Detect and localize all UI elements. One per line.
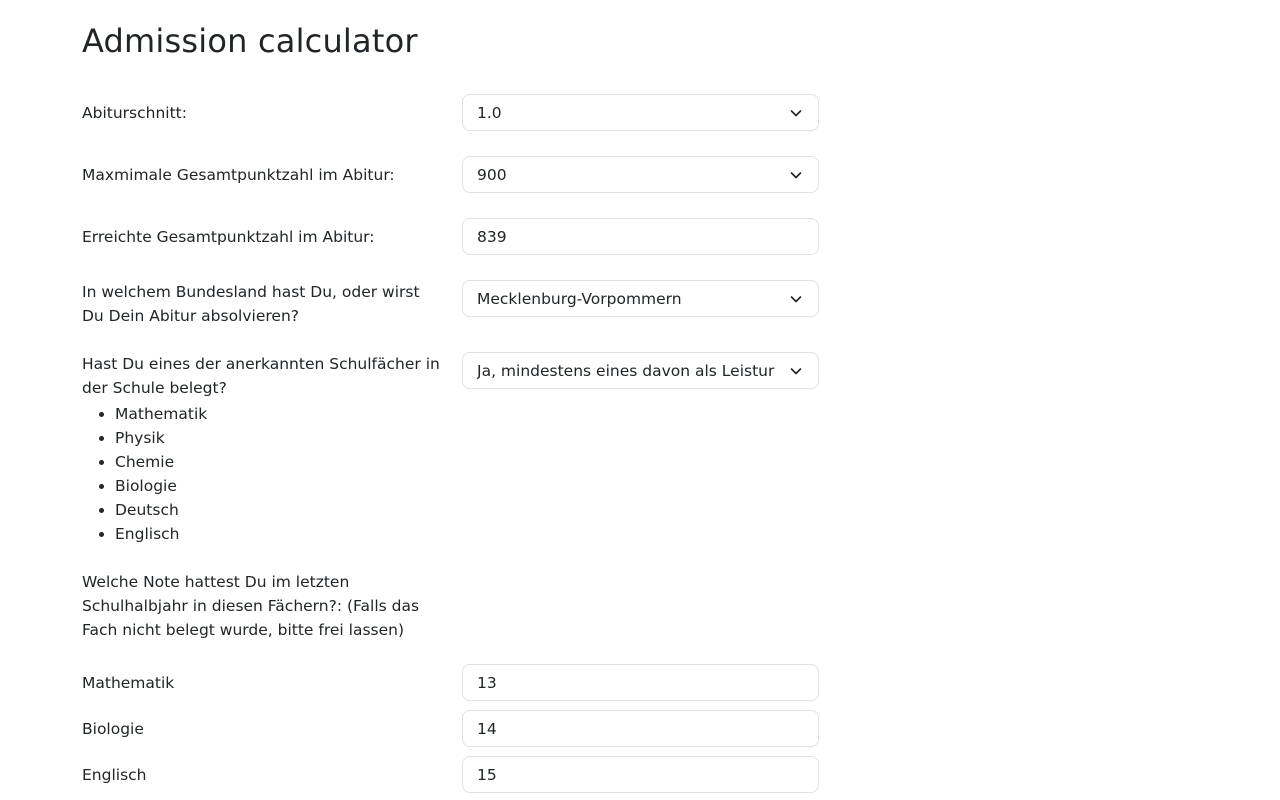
biologie-grade-input[interactable] [462, 710, 819, 747]
bundesland-selected-value: Mecklenburg-Vorpommern [477, 289, 682, 308]
field-row-abiturschnitt [82, 94, 820, 131]
subject-list-item: • Mathematik [115, 402, 442, 426]
subject-list-item: • Chemie [115, 450, 442, 474]
schulfaecher-selected-value: Ja, mindestens eines davon als Leistur [477, 361, 775, 380]
abiturschnitt-select[interactable] [462, 94, 819, 131]
field-row-max-punktzahl [82, 156, 820, 193]
englisch-label: Englisch [82, 765, 147, 784]
max-punktzahl-select[interactable] [462, 156, 819, 193]
abiturschnitt-selected-value: 1.0 [477, 103, 502, 122]
abiturschnitt-label: Abiturschnitt: [82, 103, 187, 122]
chevron-down-icon [788, 105, 804, 121]
grade-row-englisch [82, 756, 820, 793]
subject-list-item: • Biologie [115, 474, 442, 498]
grade-row-biologie [82, 710, 820, 747]
subject-list-item: • Englisch [115, 522, 442, 546]
field-row-erreichte-punktzahl [82, 218, 820, 255]
schulfaecher-label: Hast Du eines der anerkannten Schulfächer in der Schule belegt? [82, 355, 440, 397]
subject-list-item: • Deutsch [115, 498, 442, 522]
grade-row-mathematik [82, 664, 820, 701]
subject-list-item: • Physik [115, 426, 442, 450]
bundesland-label: In welchem Bundesland hast Du, oder wirst Du Dein Abitur absolvieren? [82, 283, 420, 325]
chevron-down-icon [788, 363, 804, 379]
mathematik-grade-input[interactable] [462, 664, 819, 701]
schulfaecher-label-block [82, 352, 442, 546]
noten-question-text: Welche Note hattest Du im letzten Schulhalbjahr in diesen Fächern?: (Falls das Fach nicht belegt wurde, bitte frei lassen) [82, 573, 420, 639]
schulfaecher-select[interactable] [462, 352, 819, 389]
max-punktzahl-selected-value: 900 [477, 165, 507, 184]
field-row-schulfaecher [82, 352, 820, 546]
biologie-label: Biologie [82, 719, 144, 738]
chevron-down-icon [788, 167, 804, 183]
bundesland-select[interactable] [462, 280, 819, 317]
erreichte-punktzahl-input[interactable] [462, 218, 819, 255]
englisch-grade-input[interactable] [462, 756, 819, 793]
field-row-bundesland [82, 280, 820, 328]
mathematik-label: Mathematik [82, 673, 175, 692]
erreichte-punktzahl-label: Erreichte Gesamtpunktzahl im Abitur: [82, 227, 375, 246]
max-punktzahl-label: Maxmimale Gesamtpunktzahl im Abitur: [82, 165, 395, 184]
page-title: Admission calculator [82, 22, 418, 60]
chevron-down-icon [788, 291, 804, 307]
subject-list [82, 402, 442, 546]
